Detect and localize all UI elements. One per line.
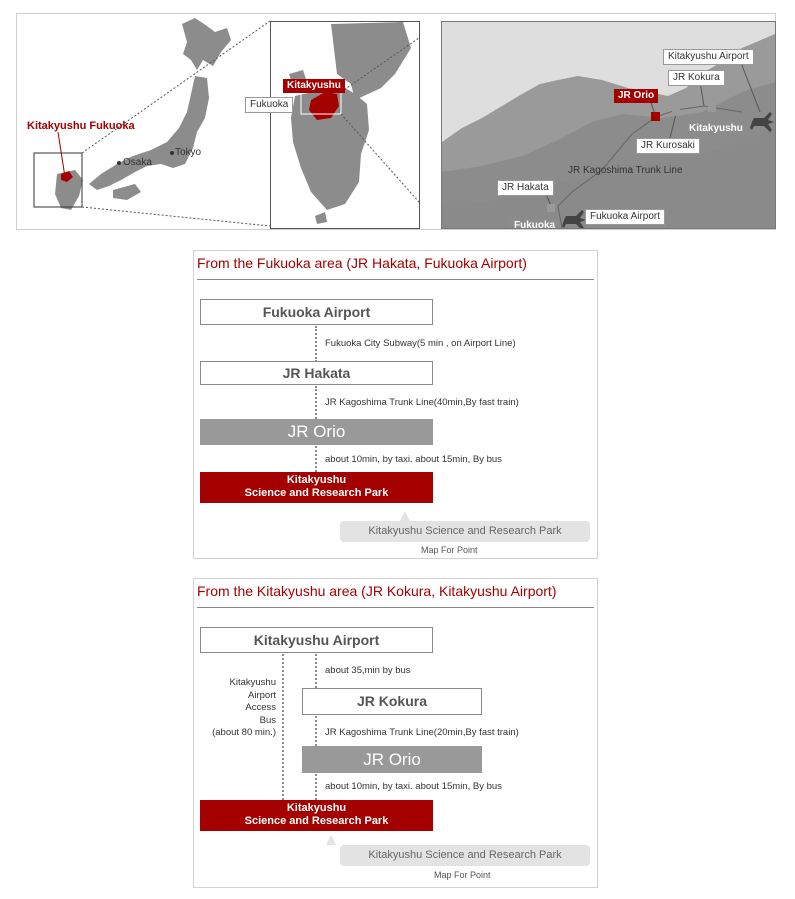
- detail-jr-hakata-label: JR Hakata: [497, 180, 554, 196]
- title-divider: [197, 607, 594, 608]
- map-for-point-caption: Map For Point: [421, 545, 478, 555]
- side-note-line: Access: [245, 702, 276, 713]
- detail-railway-map: [441, 21, 776, 229]
- map-for-point-caption: Map For Point: [434, 870, 491, 880]
- route-connector: [315, 446, 317, 472]
- airport-access-bus-note: [194, 677, 276, 740]
- leg-bus-note: about 35,min by bus: [325, 665, 411, 676]
- side-note-line: Kitakyushu: [229, 677, 276, 688]
- osaka-label: Osaka: [123, 157, 152, 168]
- airport-bus-connector: [282, 654, 284, 800]
- kyushu-kitakyushu-label: Kitakyushu: [283, 79, 345, 93]
- fukuoka-route-panel: [193, 250, 598, 559]
- route-connector: [315, 654, 317, 688]
- stop-jr-orio: JR Orio: [302, 746, 482, 773]
- detail-kitakyushu-airport-label: Kitakyushu Airport: [663, 49, 754, 65]
- stop-jr-orio: JR Orio: [200, 419, 433, 445]
- detail-fukuoka-label: Fukuoka: [510, 219, 559, 229]
- destination-line-2: Science and Research Park: [244, 815, 389, 827]
- title-divider: [197, 279, 594, 280]
- route-connector: [315, 386, 317, 419]
- detail-jr-kurosaki-label: JR Kurosaki: [636, 138, 700, 154]
- kyushu-landmass: [271, 22, 419, 228]
- detail-jr-orio-label: JR Orio: [614, 89, 658, 103]
- route-connector: [315, 716, 317, 746]
- detail-fukuoka-airport-label: Fukuoka Airport: [585, 209, 665, 225]
- destination-line-2: Science and Research Park: [244, 487, 389, 499]
- detail-kitakyushu-label: Kitakyushu: [685, 122, 747, 136]
- tokyo-label: Tokyo: [175, 147, 202, 158]
- leg-taxi-bus-note: about 10min, by taxi. about 15min, By bus: [325, 454, 502, 465]
- leg-train-note: JR Kagoshima Trunk Line(40min,By fast train): [325, 397, 519, 408]
- side-note-line: Bus: [259, 714, 276, 726]
- kyushu-zoom-map: [250, 21, 420, 229]
- stop-kitakyushu-airport: Kitakyushu Airport: [200, 627, 433, 653]
- detail-jr-kokura-label: JR Kokura: [668, 70, 725, 86]
- kitakyushu-fukuoka-label: Kitakyushu Fukuoka: [27, 120, 135, 132]
- destination-science-park: [200, 800, 433, 831]
- leg-subway-note: Fukuoka City Subway(5 min , on Airport Line): [325, 338, 516, 349]
- destination-line-1: Kitakyushu: [286, 802, 347, 814]
- region-label: Asia,Japan: [33, 60, 113, 77]
- leg-train-note: JR Kagoshima Trunk Line(20min,By fast train): [325, 727, 519, 738]
- map-for-point-button[interactable]: Kitakyushu Science and Research Park: [340, 521, 590, 542]
- japan-overview-map: [17, 14, 273, 229]
- kitakyushu-route-panel: [193, 578, 598, 888]
- side-note-line: (about 80 min.): [212, 727, 276, 738]
- stop-fukuoka-airport: Fukuoka Airport: [200, 299, 433, 325]
- stop-jr-hakata: JR Hakata: [200, 361, 433, 385]
- kyushu-fukuoka-label: Fukuoka: [245, 97, 293, 113]
- side-note-line: Airport: [248, 689, 276, 701]
- destination-science-park: [200, 472, 433, 503]
- detail-trunk-line-label: JR Kagoshima Trunk Line: [568, 165, 683, 176]
- leg-taxi-bus-note: about 10min, by taxi. about 15min, By bus: [325, 781, 502, 792]
- access-map-strip: [16, 13, 776, 230]
- stop-jr-kokura: JR Kokura: [302, 688, 482, 715]
- route-connector: [315, 326, 317, 362]
- pointer-arrow-icon: [400, 511, 410, 521]
- fukuoka-route-title: From the Fukuoka area (JR Hakata, Fukuoka Airport): [197, 255, 527, 271]
- route-connector: [315, 774, 317, 800]
- kitakyushu-route-title: From the Kitakyushu area (JR Kokura, Kitakyushu Airport): [197, 583, 557, 599]
- pointer-arrow-icon: [326, 835, 336, 845]
- destination-line-1: Kitakyushu: [286, 474, 347, 486]
- map-for-point-button[interactable]: Kitakyushu Science and Research Park: [340, 845, 590, 866]
